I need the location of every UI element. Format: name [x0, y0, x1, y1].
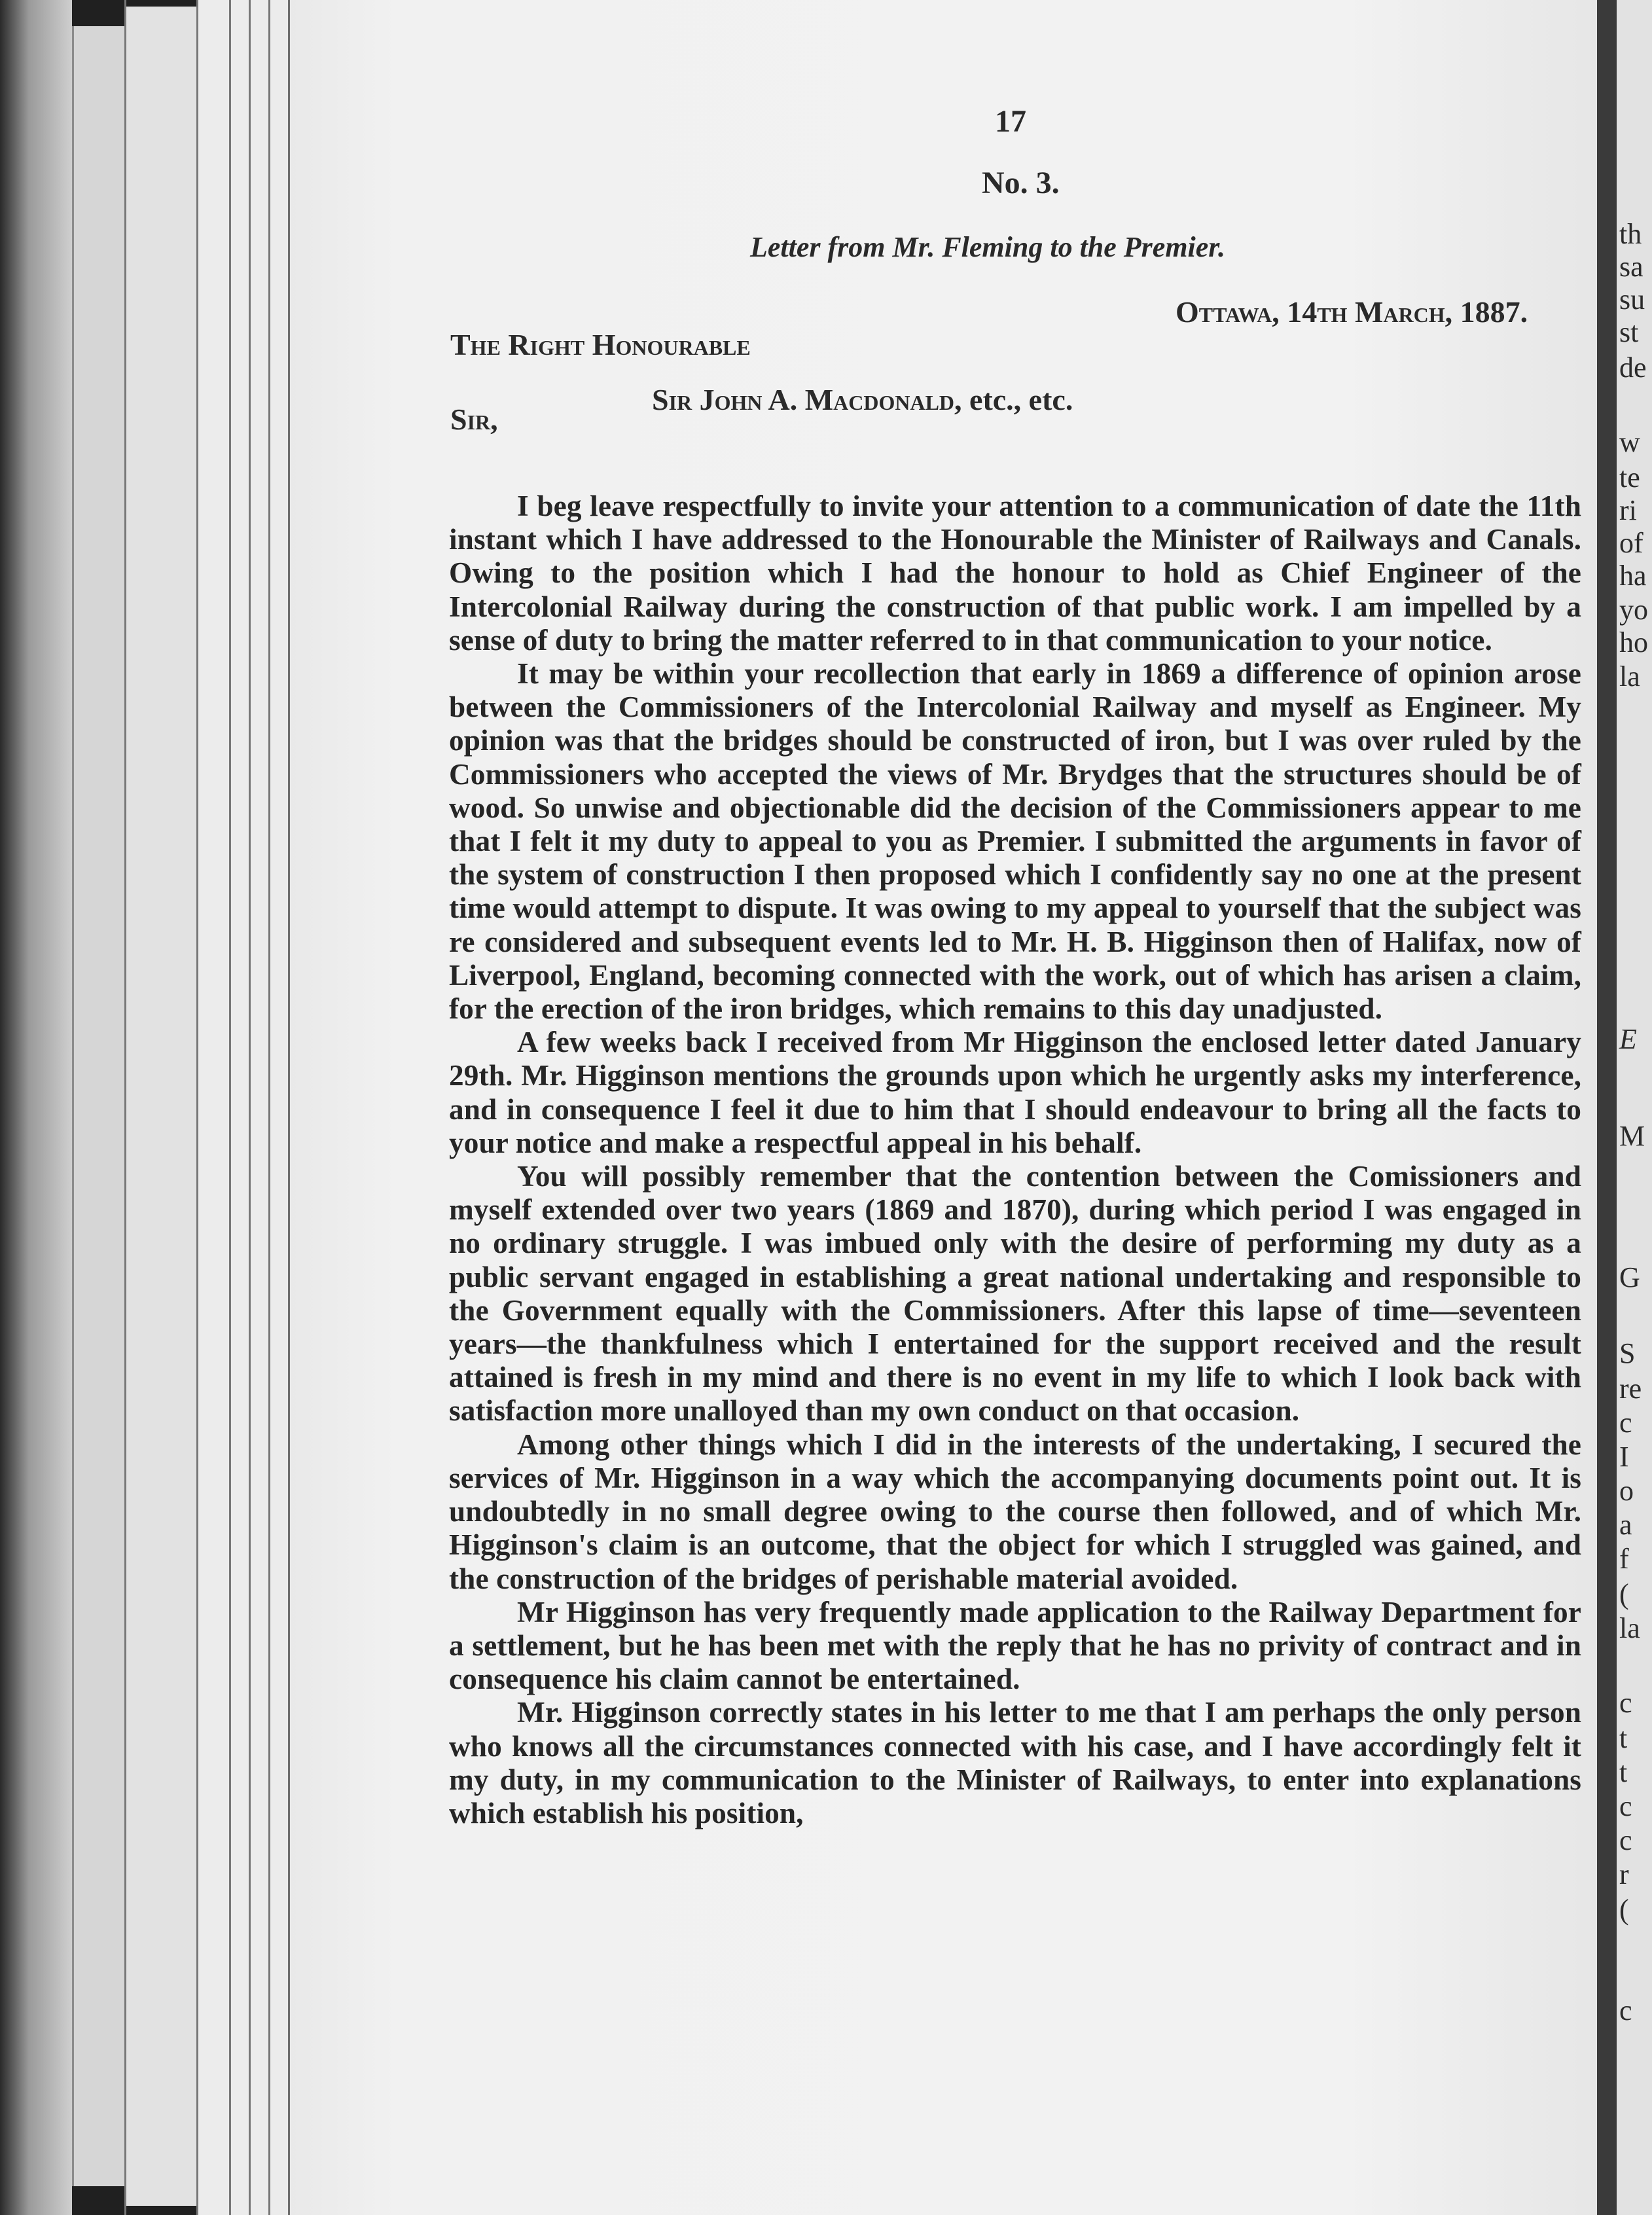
sheet-edge-line	[124, 0, 126, 2215]
sheet-edge-line	[196, 0, 198, 2215]
adjacent-fragment: sa	[1619, 251, 1643, 283]
adjacent-fragment: c	[1619, 1687, 1632, 1719]
adjacent-fragment: su	[1619, 283, 1645, 315]
document-number: No. 3.	[982, 166, 1060, 200]
sheet-edge-line	[268, 0, 270, 2215]
addressee-title: The Right Honourable	[450, 328, 751, 361]
letter-body	[449, 490, 1581, 1830]
addressee-name-main: Sir John A. Macdonald	[652, 383, 955, 416]
adjacent-fragment: of	[1619, 527, 1643, 559]
adjacent-fragment: (	[1619, 1578, 1629, 1610]
addressee-name-suffix: , etc., etc.	[954, 383, 1073, 416]
adjacent-fragment: t	[1619, 1722, 1628, 1754]
paragraph: I beg leave respectfully to invite your attention to a communication of date the 11th instant which I have addressed to the Honourable the Minister of Railways and Canals. Owing to the position which I had the honour to hold as Chief Engineer of the Intercolonial Railway during the construction of that public work. I am impelled by a sense of duty to bring the matter referred to in that communication to your notice.	[449, 490, 1581, 657]
adjacent-fragment: w	[1619, 426, 1640, 458]
adjacent-fragment: G	[1619, 1261, 1640, 1293]
adjacent-fragment: de	[1619, 351, 1647, 384]
adjacent-fragment: th	[1619, 218, 1642, 250]
paragraph: Among other things which I did in the interests of the undertaking, I secured the services of Mr. Higginson in a way which the accompanying documents point out. It is undoubtedly in no small degree owing to the course then followed, and of which Mr. Higginson's claim is an outcome, that the object for which I struggled was gained, and the construction of the bridges of perishable material avoided.	[449, 1428, 1581, 1595]
adjacent-fragment: c	[1619, 1407, 1632, 1439]
paragraph: You will possibly remember that the contention between the Comissioners and myself extended over two years (1869 and 1870), during which period I was engaged in no ordinary struggle. I was imbued only with the desire of performing my duty as a public servant engaged in establishing a great national undertaking and responsible to the Government equally with the Commissioners. After this lapse of time—seventeen years—the thankfulness which I entertained for the support received and the result attained is fresh in my mind and there is no event in my life to which I look back with satisfaction more unalloyed than my own conduct on that occasion.	[449, 1160, 1581, 1428]
adjacent-fragment: yo	[1619, 594, 1648, 626]
adjacent-fragment: st	[1619, 316, 1639, 348]
adjacent-fragment: c	[1619, 1994, 1632, 2026]
paragraph: It may be within your recollection that early in 1869 a difference of opinion arose between the Commissioners of the Intercolonial Railway and myself as Engineer. My opinion was that the bridges should be constructed of iron, but I was over ruled by the Commissioners who accepted the views of Mr. Brydges that the structures should be of wood. So unwise and objectionable did the decision of the Commissioners appear to me that I felt it my duty to appeal to you as Premier. I submitted the arguments in favor of the system of construction I then proposed which I confidently say no one at the present time would attempt to dispute. It was owing to my appeal to yourself that the subject was re considered and subsequent events led to Mr. H. B. Higginson then of Halifax, now of Liverpool, England, becoming connected with the work, out of which has arisen a claim, for the erection of the iron bridges, which remains to this day unadjusted.	[449, 657, 1581, 1026]
adjacent-fragment: I	[1619, 1441, 1629, 1473]
adjacent-fragment: r	[1619, 1858, 1629, 1890]
salutation: Sir,	[450, 403, 498, 436]
page-gutter-shadow	[1597, 0, 1617, 2215]
adjacent-fragment: c	[1619, 1790, 1632, 1822]
adjacent-fragment: c	[1619, 1824, 1632, 1856]
adjacent-fragment: la	[1619, 660, 1640, 693]
underlying-sheet	[196, 0, 290, 2215]
adjacent-fragment: la	[1619, 1612, 1640, 1644]
adjacent-fragment: t	[1619, 1756, 1628, 1788]
book-edge-left	[0, 0, 72, 2215]
adjacent-fragment: o	[1619, 1475, 1634, 1507]
adjacent-fragment: M	[1619, 1120, 1645, 1152]
adjacent-fragment: ha	[1619, 560, 1647, 592]
adjacent-fragment: re	[1619, 1373, 1642, 1405]
sheet-edge-line	[229, 0, 231, 2215]
sheet-edge-line	[249, 0, 251, 2215]
adjacent-fragment: ho	[1619, 626, 1648, 658]
paragraph: Mr. Higginson correctly states in his letter to me that I am perhaps the only person who knows all the circumstances connected with his case, and I have accordingly felt it my duty, in my communication to the Minister of Railways, to enter into explanations which establish his position,	[449, 1696, 1581, 1829]
paragraph: A few weeks back I received from Mr Higginson the enclosed letter dated January 29th. Mr. Higginson mentions the grounds upon which he urgently asks my interference, and in consequence I feel it due to him that I should endeavour to bring all the facts to your notice and make a respectful appeal in his behalf.	[449, 1026, 1581, 1159]
page-number: 17	[995, 104, 1026, 139]
adjacent-fragment: ri	[1619, 494, 1637, 526]
adjacent-fragment: (	[1619, 1894, 1629, 1926]
adjacent-page-strip	[1617, 0, 1652, 2215]
dateline: Ottawa, 14th March, 1887.	[1176, 295, 1528, 329]
adjacent-fragment: E	[1619, 1023, 1637, 1055]
paragraph: Mr Higginson has very frequently made application to the Railway Department for a settlement, but he has been met with the reply that he has no privity of contract and in consequence his claim cannot be entertained.	[449, 1595, 1581, 1696]
adjacent-fragment: S	[1619, 1337, 1636, 1369]
document-heading: Letter from Mr. Fleming to the Premier.	[750, 231, 1225, 263]
adjacent-fragment: f	[1619, 1543, 1629, 1575]
adjacent-fragment: te	[1619, 461, 1640, 494]
adjacent-fragment: a	[1619, 1509, 1632, 1541]
addressee-name	[652, 382, 1073, 417]
